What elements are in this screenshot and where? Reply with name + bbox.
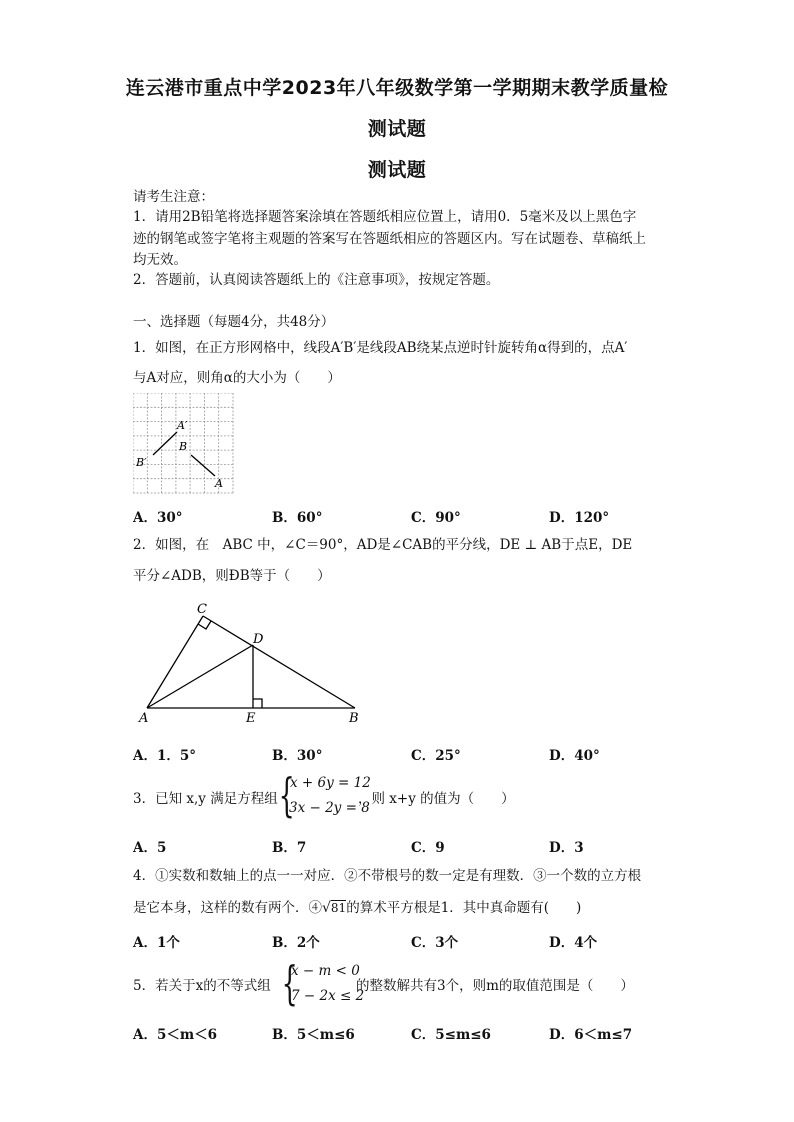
q3-option-d[interactable]: D．3 bbox=[549, 840, 584, 856]
label-e: E bbox=[246, 711, 256, 726]
q1-option-b[interactable]: B．60° bbox=[272, 510, 323, 526]
q2-text-line-1: 2．如图，在 ABC 中，∠C＝90°，AD是∠CAB的平分线，DE ⊥ AB于点E，DE bbox=[133, 537, 633, 553]
q1-text-line-1: 1．如图，在正方形网格中，线段A′B′是线段AB绕某点逆时针旋转角α得到的，点A′ bbox=[133, 340, 628, 356]
q5-inequality-2: 7 − 2x ≤ 2 bbox=[291, 988, 365, 1004]
q4-option-c[interactable]: C．3个 bbox=[411, 935, 459, 951]
q3-option-b[interactable]: B．7 bbox=[272, 840, 307, 856]
q3-option-a[interactable]: A．5 bbox=[133, 840, 167, 856]
q4-text-line-2 bbox=[133, 898, 581, 918]
sqrt-icon: √ bbox=[322, 900, 331, 916]
segment-a-prime-b-prime bbox=[153, 432, 177, 455]
q5-option-d[interactable]: D．6＜m≤7 bbox=[549, 1027, 633, 1043]
q4-option-a[interactable]: A．1个 bbox=[133, 935, 180, 951]
notice-item-2: 2．答题前，认真阅读答题纸上的《注意事项》，按规定答题。 bbox=[133, 272, 500, 288]
q4-text-line-2-start: 是它本身，这样的数有两个．④ bbox=[133, 900, 322, 916]
label-b-prime: B′ bbox=[136, 456, 147, 469]
q5-option-a[interactable]: A．5＜m＜6 bbox=[133, 1027, 218, 1043]
q3-prefix: 3．已知 x,y 满足方程组 bbox=[133, 791, 278, 807]
notice-item-1-line-2: 迹的钢笔或签字笔将主观题的答案写在答题纸相应的答题区内。写在试题卷、草稿纸上 bbox=[133, 231, 646, 247]
label-a: A bbox=[139, 711, 149, 726]
q2-option-c[interactable]: C．25° bbox=[411, 748, 461, 764]
q1-option-d[interactable]: D．120° bbox=[549, 510, 610, 526]
q2-triangle-figure bbox=[133, 598, 373, 728]
q5-option-b[interactable]: B．5＜m≤6 bbox=[272, 1027, 355, 1043]
label-b: B bbox=[349, 711, 359, 726]
q3-suffix: ，则 x+y 的值为（ ） bbox=[358, 791, 515, 807]
q5-brace: { bbox=[281, 956, 298, 1010]
q2-option-a[interactable]: A．1．5° bbox=[133, 748, 197, 764]
q3-brace: { bbox=[278, 768, 295, 822]
q2-text-line-2: 平分∠ADB，则ÐB等于（ ） bbox=[133, 568, 331, 584]
q2-option-d[interactable]: D．40° bbox=[549, 748, 600, 764]
q4-option-b[interactable]: B．2个 bbox=[272, 935, 320, 951]
q1-grid-figure bbox=[133, 393, 235, 495]
notice-item-1-line-1: 1．请用2B铅笔将选择题答案涂填在答题纸相应位置上，请用0．5毫米及以上黑色字 bbox=[133, 209, 637, 225]
q5-option-c[interactable]: C．5≤m≤6 bbox=[411, 1027, 491, 1043]
label-a: A bbox=[215, 477, 223, 490]
q1-text-line-2: 与A对应，则角α的大小为（ ） bbox=[133, 370, 341, 386]
q5-suffix: 的整数解共有3个，则m的取值范围是（ ） bbox=[356, 978, 634, 994]
q3-option-c[interactable]: C．9 bbox=[411, 840, 445, 856]
label-b: B bbox=[179, 440, 188, 453]
q1-option-a[interactable]: A．30° bbox=[133, 510, 183, 526]
label-c: C bbox=[197, 602, 207, 617]
q4-text-line-1: 4．①实数和数轴上的点一一对应．②不带根号的数一定是有理数．③一个数的立方根 bbox=[133, 868, 642, 884]
label-a-prime: A′ bbox=[177, 419, 188, 432]
page-subtitle: 测试题 bbox=[367, 118, 427, 140]
q4-option-d[interactable]: D．4个 bbox=[549, 935, 598, 951]
q5-prefix: 5．若关于x的不等式组 bbox=[133, 978, 271, 994]
q5-inequality-1: x − m < 0 bbox=[291, 963, 360, 979]
notice-heading: 请考生注意： bbox=[133, 189, 214, 205]
q2-option-b[interactable]: B．30° bbox=[272, 748, 323, 764]
q4-text-line-2-end: 的算术平方根是1．其中真命题有( ) bbox=[346, 900, 582, 916]
q1-option-c[interactable]: C．90° bbox=[411, 510, 461, 526]
section-heading: 一、选择题（每题4分，共48分） bbox=[133, 314, 335, 330]
q3-equation-2: 3x − 2y = 8 bbox=[289, 800, 370, 816]
q3-equation-1: x + 6y = 12 bbox=[290, 775, 371, 791]
segment-ab bbox=[191, 455, 215, 476]
notice-item-1-line-3: 均无效。 bbox=[133, 252, 187, 268]
page-subtitle-repeat: 测试题 bbox=[367, 159, 427, 181]
q4-radicand: 81 bbox=[330, 901, 347, 915]
page-title: 连云港市重点中学2023年八年级数学第一学期期末教学质量检 bbox=[125, 77, 669, 99]
label-d: D bbox=[253, 632, 264, 647]
